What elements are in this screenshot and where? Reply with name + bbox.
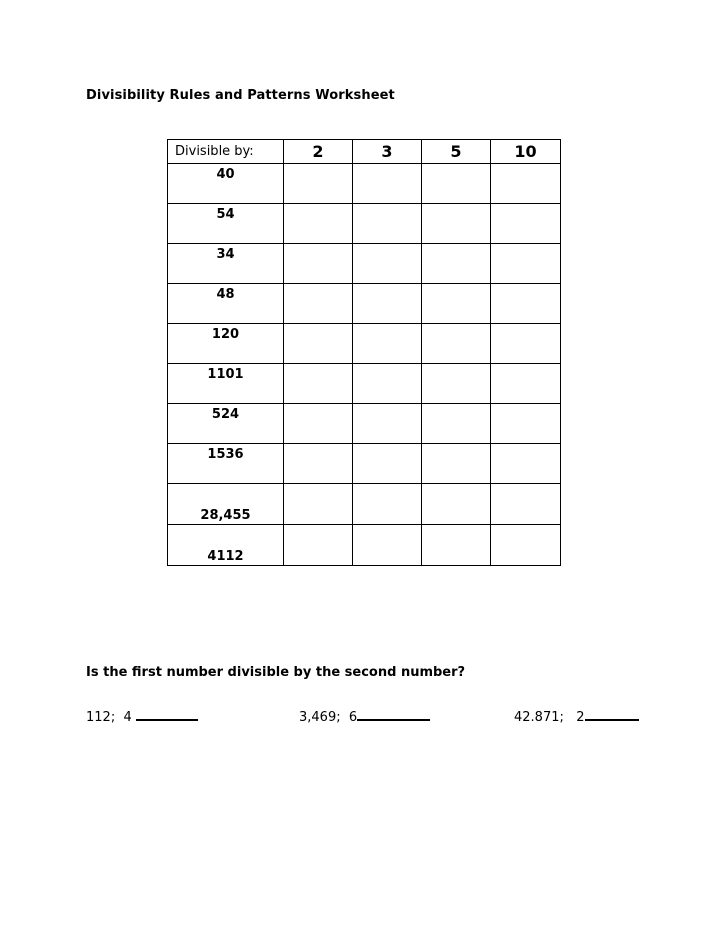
problem-1 [86,706,198,725]
answer-cell[interactable] [353,204,422,244]
corner-label: Divisible by: [168,140,284,164]
answer-cell[interactable] [422,444,491,484]
answer-cell[interactable] [422,404,491,444]
answer-cell[interactable] [422,324,491,364]
question-heading: Is the first number divisible by the second number? [86,665,466,680]
number-cell: 48 [168,284,284,324]
answer-cell[interactable] [491,364,561,404]
answer-cell[interactable] [491,204,561,244]
answer-cell[interactable] [353,284,422,324]
table-row [168,324,561,364]
answer-cell[interactable] [491,444,561,484]
problem-3 [514,706,639,725]
answer-cell[interactable] [491,244,561,284]
answer-cell[interactable] [491,404,561,444]
answer-cell[interactable] [284,324,353,364]
problem-1-text: 112; 4 [86,710,136,725]
number-cell: 40 [168,164,284,204]
number-cell: 4112 [168,525,284,566]
answer-cell[interactable] [353,444,422,484]
answer-cell[interactable] [422,525,491,566]
divisibility-table [167,139,561,566]
answer-cell[interactable] [284,484,353,525]
answer-cell[interactable] [353,404,422,444]
answer-cell[interactable] [284,404,353,444]
problem-2 [299,706,430,725]
answer-cell[interactable] [284,164,353,204]
number-cell: 1536 [168,444,284,484]
divisor-header-10: 10 [491,140,561,164]
answer-cell[interactable] [284,444,353,484]
table-row [168,444,561,484]
problem-3-text: 42.871; 2 [514,710,585,725]
divisor-header-3: 3 [353,140,422,164]
answer-cell[interactable] [491,525,561,566]
answer-cell[interactable] [491,484,561,525]
table-row [168,364,561,404]
answer-cell[interactable] [284,364,353,404]
number-cell: 120 [168,324,284,364]
problem-2-answer-blank[interactable] [357,706,430,721]
table-row [168,484,561,525]
problem-3-answer-blank[interactable] [585,706,639,721]
divisor-header-5: 5 [422,140,491,164]
number-cell: 524 [168,404,284,444]
table-row [168,244,561,284]
answer-cell[interactable] [353,525,422,566]
problem-2-text: 3,469; 6 [299,710,358,725]
number-cell: 54 [168,204,284,244]
answer-cell[interactable] [422,284,491,324]
answer-cell[interactable] [422,204,491,244]
answer-cell[interactable] [491,284,561,324]
answer-cell[interactable] [284,284,353,324]
number-cell: 1101 [168,364,284,404]
answer-cell[interactable] [491,324,561,364]
answer-cell[interactable] [422,164,491,204]
table-row [168,525,561,566]
answer-cell[interactable] [284,525,353,566]
answer-cell[interactable] [422,364,491,404]
answer-cell[interactable] [353,164,422,204]
table-header-row [168,140,561,164]
table-row [168,164,561,204]
answer-cell[interactable] [353,484,422,525]
worksheet-title: Divisibility Rules and Patterns Worksheet [86,88,395,103]
answer-cell[interactable] [353,364,422,404]
answer-cell[interactable] [353,244,422,284]
answer-cell[interactable] [284,244,353,284]
divisor-header-2: 2 [284,140,353,164]
answer-cell[interactable] [284,204,353,244]
table-row [168,284,561,324]
table-row [168,204,561,244]
answer-cell[interactable] [491,164,561,204]
problem-1-answer-blank[interactable] [136,706,198,721]
answer-cell[interactable] [353,324,422,364]
answer-cell[interactable] [422,484,491,525]
table-row [168,404,561,444]
number-cell: 28,455 [168,484,284,525]
number-cell: 34 [168,244,284,284]
answer-cell[interactable] [422,244,491,284]
